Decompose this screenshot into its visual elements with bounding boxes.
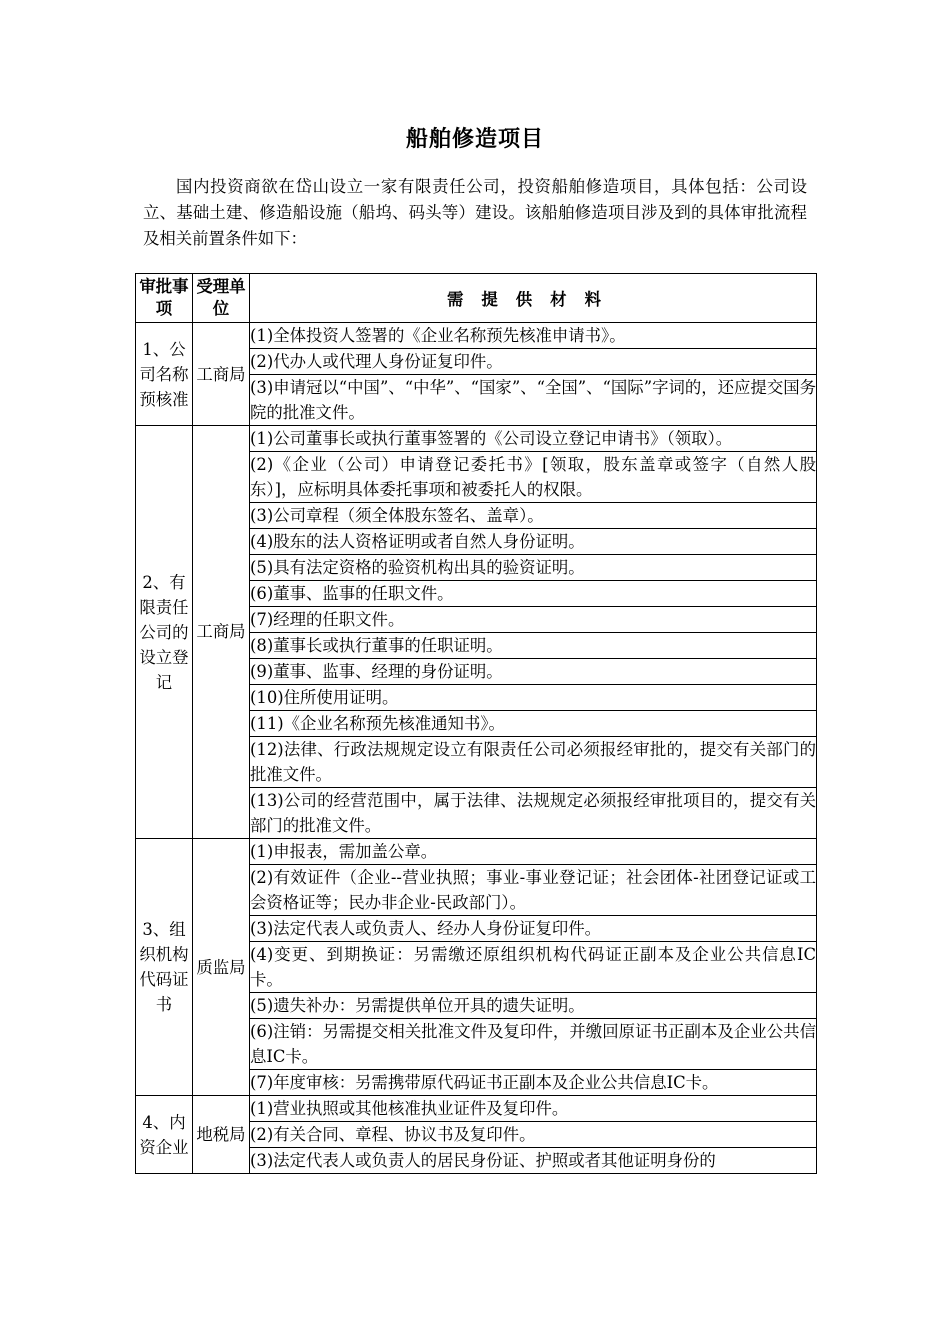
item-name-cell: 1、公司名称预核准 xyxy=(136,323,193,426)
table-row xyxy=(136,323,817,349)
material-cell: (3)申请冠以“中国”、“中华”、“国家”、“全国”、“国际”字词的，还应提交国务院的批准文件。 xyxy=(250,375,817,426)
item-name-cell: 4、内资企业 xyxy=(136,1096,193,1174)
material-cell: (7)经理的任职文件。 xyxy=(250,607,817,633)
material-cell: (6)董事、监事的任职文件。 xyxy=(250,581,817,607)
header-item: 审批事项 xyxy=(136,274,193,323)
approval-materials-table xyxy=(135,273,817,1174)
page-title: 船舶修造项目 xyxy=(405,126,544,152)
unit-cell: 工商局 xyxy=(193,426,250,839)
item-name-cell: 3、组织机构代码证书 xyxy=(136,839,193,1096)
table-row xyxy=(136,839,817,865)
material-cell: (2)代办人或代理人身份证复印件。 xyxy=(250,349,817,375)
material-cell: (13)公司的经营范围中，属于法律、法规规定必须报经审批项目的，提交有关部门的批准文件。 xyxy=(250,788,817,839)
material-cell: (2)有效证件（企业--营业执照；事业-事业登记证；社会团体-社团登记证或工会资格证等；民办非企业-民政部门）。 xyxy=(250,865,817,916)
header-unit: 受理单位 xyxy=(193,274,250,323)
material-cell: (1)营业执照或其他核准执业证件及复印件。 xyxy=(250,1096,817,1122)
material-cell: (1)申报表，需加盖公章。 xyxy=(250,839,817,865)
material-cell: (3)法定代表人或负责人、经办人身份证复印件。 xyxy=(250,916,817,942)
unit-cell: 工商局 xyxy=(193,323,250,426)
material-cell: (10)住所使用证明。 xyxy=(250,685,817,711)
material-cell: (4)变更、到期换证：另需缴还原组织机构代码证正副本及企业公共信息IC卡。 xyxy=(250,942,817,993)
material-cell: (5)具有法定资格的验资机构出具的验资证明。 xyxy=(250,555,817,581)
material-cell: (7)年度审核：另需携带原代码证书正副本及企业公共信息IC卡。 xyxy=(250,1070,817,1096)
material-cell: (1)全体投资人签署的《企业名称预先核准申请书》。 xyxy=(250,323,817,349)
material-cell: (11)《企业名称预先核准通知书》。 xyxy=(250,711,817,737)
intro-paragraph: 国内投资商欲在岱山设立一家有限责任公司，投资船舶修造项目，具体包括：公司设立、基础土建、修造船设施（船坞、码头等）建设。该船舶修造项目涉及到的具体审批流程及相关前置条件如下： xyxy=(143,177,807,248)
material-cell: (3)法定代表人或负责人的居民身份证、护照或者其他证明身份的 xyxy=(250,1148,817,1174)
table-header-row xyxy=(136,274,817,323)
header-materials: 需提供材料 xyxy=(250,274,817,323)
material-cell: (9)董事、监事、经理的身份证明。 xyxy=(250,659,817,685)
material-cell: (8)董事长或执行董事的任职证明。 xyxy=(250,633,817,659)
material-cell: (2)有关合同、章程、协议书及复印件。 xyxy=(250,1122,817,1148)
material-cell: (5)遗失补办：另需提供单位开具的遗失证明。 xyxy=(250,993,817,1019)
material-cell: (1)公司董事长或执行董事签署的《公司设立登记申请书》（领取）。 xyxy=(250,426,817,452)
unit-cell: 质监局 xyxy=(193,839,250,1096)
table-row xyxy=(136,426,817,452)
material-cell: (6)注销：另需提交相关批准文件及复印件，并缴回原证书正副本及企业公共信息IC卡。 xyxy=(250,1019,817,1070)
item-name-cell: 2、有限责任公司的设立登记 xyxy=(136,426,193,839)
material-cell: (3)公司章程（须全体股东签名、盖章）。 xyxy=(250,503,817,529)
table-row xyxy=(136,1096,817,1122)
material-cell: (12)法律、行政法规规定设立有限责任公司必须报经审批的，提交有关部门的批准文件。 xyxy=(250,737,817,788)
material-cell: (4)股东的法人资格证明或者自然人身份证明。 xyxy=(250,529,817,555)
unit-cell: 地税局 xyxy=(193,1096,250,1174)
material-cell: (2)《企业（公司）申请登记委托书》[领取，股东盖章或签字（自然人股东）]，应标明具体委托事项和被委托人的权限。 xyxy=(250,452,817,503)
